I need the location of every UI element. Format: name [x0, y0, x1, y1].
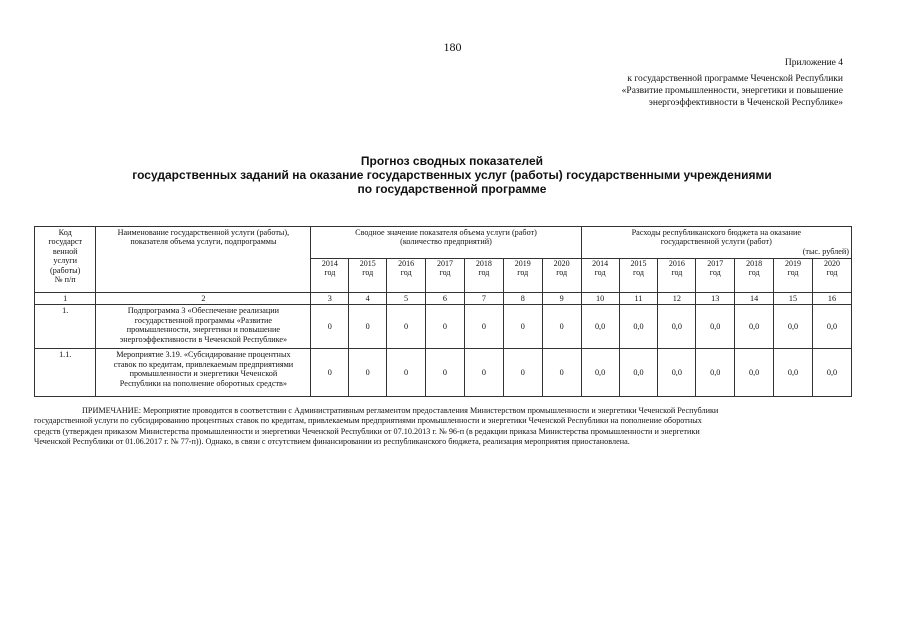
volume-cell: 0 — [426, 349, 465, 397]
row-code-cell: 1. — [35, 305, 96, 349]
column-number-cell: 15 — [774, 293, 813, 305]
row-code-cell: 1.1. — [35, 349, 96, 397]
appendix-line: «Развитие промышленности, энергетики и повышение — [621, 85, 843, 96]
year-header-cell — [812, 259, 851, 293]
document-title — [60, 155, 844, 196]
column-number-cell: 12 — [658, 293, 696, 305]
year-header-cell — [387, 259, 426, 293]
expense-cell: 0,0 — [735, 305, 774, 349]
table-row — [35, 305, 852, 349]
year-suffix: год — [594, 267, 606, 277]
expense-cell: 0,0 — [581, 349, 619, 397]
note-line: государственной услуги по субсидированию процентных ставок по кредитам, привлекаемым предприятиями промышленности и энергетики Чеченской Республики на пополнение оборотных — [34, 416, 702, 426]
year-value: 2018 — [746, 259, 763, 268]
indicators-table — [34, 226, 852, 397]
year-value: 2016 — [668, 259, 685, 268]
volume-cell: 0 — [464, 305, 503, 349]
volume-cell: 0 — [464, 349, 503, 397]
expense-cell: 0,0 — [812, 349, 851, 397]
year-header-cell — [619, 259, 658, 293]
volume-cell: 0 — [311, 305, 349, 349]
column-number-cell: 2 — [96, 293, 311, 305]
expense-cell: 0,0 — [774, 349, 813, 397]
header-volume-group: Сводное значение показателя объема услуги (работ) (количество предприятий) — [311, 227, 581, 259]
expense-cell: 0,0 — [658, 349, 696, 397]
expense-cell: 0,0 — [581, 305, 619, 349]
volume-cell: 0 — [349, 305, 387, 349]
column-number-cell: 4 — [349, 293, 387, 305]
column-number-cell: 16 — [812, 293, 851, 305]
row-name-line: Мероприятие 3.19. «Субсидирование процентных — [116, 350, 291, 360]
title-line: по государственной программе — [357, 181, 547, 196]
year-value: 2019 — [514, 259, 531, 268]
year-suffix: год — [632, 267, 644, 277]
column-number-cell: 13 — [696, 293, 735, 305]
column-number-cell: 10 — [581, 293, 619, 305]
volume-cell: 0 — [387, 305, 426, 349]
year-suffix: год — [787, 267, 799, 277]
year-suffix: год — [517, 267, 529, 277]
note-line: Чеченской Республики от 01.06.2017 г. № 77-п)). Однако, в связи с отсутствием финансировании из республиканского бюджета, реализация мероприятия приостановлена. — [34, 436, 630, 446]
row-name-line: промышленности, энергетики и повышение — [126, 325, 281, 335]
year-value: 2017 — [707, 259, 724, 268]
year-value: 2014 — [321, 259, 338, 268]
volume-cell: 0 — [542, 305, 581, 349]
column-number-cell: 6 — [426, 293, 465, 305]
volume-cell: 0 — [503, 349, 542, 397]
year-suffix: год — [400, 267, 412, 277]
row-name-line: государственной программы «Развитие — [134, 315, 273, 325]
volume-cell: 0 — [426, 305, 465, 349]
year-suffix: год — [362, 267, 374, 277]
expense-cell: 0,0 — [774, 305, 813, 349]
header-expenses-group: Расходы республиканского бюджета на оказание государственной услуги (работ) (тыс. рублей) — [581, 227, 851, 259]
year-header-cell — [581, 259, 619, 293]
row-name-cell — [96, 349, 311, 397]
year-header-cell — [658, 259, 696, 293]
year-value: 2015 — [630, 259, 647, 268]
year-suffix: год — [439, 267, 451, 277]
expense-cell: 0,0 — [812, 305, 851, 349]
row-name-cell — [96, 305, 311, 349]
appendix-label: Приложение 4 — [784, 58, 843, 68]
table-row — [35, 349, 852, 397]
year-value: 2014 — [592, 259, 609, 268]
expense-cell: 0,0 — [619, 349, 658, 397]
year-header-cell — [735, 259, 774, 293]
footnote — [34, 406, 852, 447]
year-header-cell — [349, 259, 387, 293]
year-suffix: год — [826, 267, 838, 277]
appendix-description — [622, 74, 843, 110]
year-suffix: год — [748, 267, 760, 277]
column-number-cell: 11 — [619, 293, 658, 305]
note-line: средств (утвержден приказом Министерства промышленности и энергетики Чеченской Республики от 07.10.2013 г. № 96-п (в редакции приказа Министерства промышленности и энергетики — [34, 426, 700, 436]
volume-cell: 0 — [311, 349, 349, 397]
column-number-cell: 9 — [542, 293, 581, 305]
year-suffix: год — [556, 267, 568, 277]
column-number-cell: 14 — [735, 293, 774, 305]
note-line: ПРИМЕЧАНИЕ: Мероприятие проводится в соответствии с Административным регламентом предоставления Министерством промышленности и энергетики Чеченской Республики — [82, 406, 719, 415]
volume-cell: 0 — [349, 349, 387, 397]
year-header-cell — [311, 259, 349, 293]
year-value: 2018 — [475, 259, 492, 268]
column-number-row — [35, 293, 852, 305]
year-header-cell — [426, 259, 465, 293]
year-value: 2016 — [398, 259, 415, 268]
appendix-line: к государственной программе Чеченской Республики — [627, 74, 843, 84]
expense-cell: 0,0 — [735, 349, 774, 397]
year-header-cell — [696, 259, 735, 293]
year-suffix: год — [478, 267, 490, 277]
appendix-line: энергоэффективности в Чеченской Республике» — [648, 97, 843, 108]
row-name-line: Республики на пополнение оборотных средств» — [119, 378, 287, 388]
row-name-line: энергоэффективности в Чеченской Республике» — [119, 334, 288, 344]
column-number-cell: 3 — [311, 293, 349, 305]
header-code: Код государст венной услуги (работы) № п/п — [35, 227, 96, 293]
column-number-cell: 7 — [464, 293, 503, 305]
year-value: 2017 — [436, 259, 453, 268]
year-value: 2019 — [784, 259, 801, 268]
year-suffix: год — [671, 267, 683, 277]
year-header-cell — [774, 259, 813, 293]
expense-cell: 0,0 — [619, 305, 658, 349]
volume-cell: 0 — [503, 305, 542, 349]
year-header-cell — [503, 259, 542, 293]
year-value: 2020 — [553, 259, 570, 268]
column-number-cell: 5 — [387, 293, 426, 305]
title-line: государственных заданий на оказание государственных услуг (работы) государственными учреждениями — [132, 167, 772, 182]
volume-cell: 0 — [387, 349, 426, 397]
expense-cell: 0,0 — [658, 305, 696, 349]
expense-cell: 0,0 — [696, 349, 735, 397]
year-header-cell — [542, 259, 581, 293]
year-header-cell — [464, 259, 503, 293]
year-value: 2015 — [359, 259, 376, 268]
volume-cell: 0 — [542, 349, 581, 397]
header-name: Наименование государственной услуги (работы), показателя объема услуги, подпрограммы — [96, 227, 311, 293]
year-suffix: год — [709, 267, 721, 277]
column-number-cell: 8 — [503, 293, 542, 305]
page-number: 180 — [443, 40, 462, 54]
expense-cell: 0,0 — [696, 305, 735, 349]
row-name-line: ставок по кредитам, привлекаемым предприятиями — [113, 359, 294, 369]
year-suffix: год — [324, 267, 336, 277]
year-value: 2020 — [823, 259, 840, 268]
row-name-line: промышленности и энергетики Чеченской — [129, 369, 278, 379]
column-number-cell: 1 — [35, 293, 96, 305]
row-name-line: Подпрограмма 3 «Обеспечение реализации — [127, 306, 280, 316]
title-line: Прогноз сводных показателей — [360, 154, 544, 168]
